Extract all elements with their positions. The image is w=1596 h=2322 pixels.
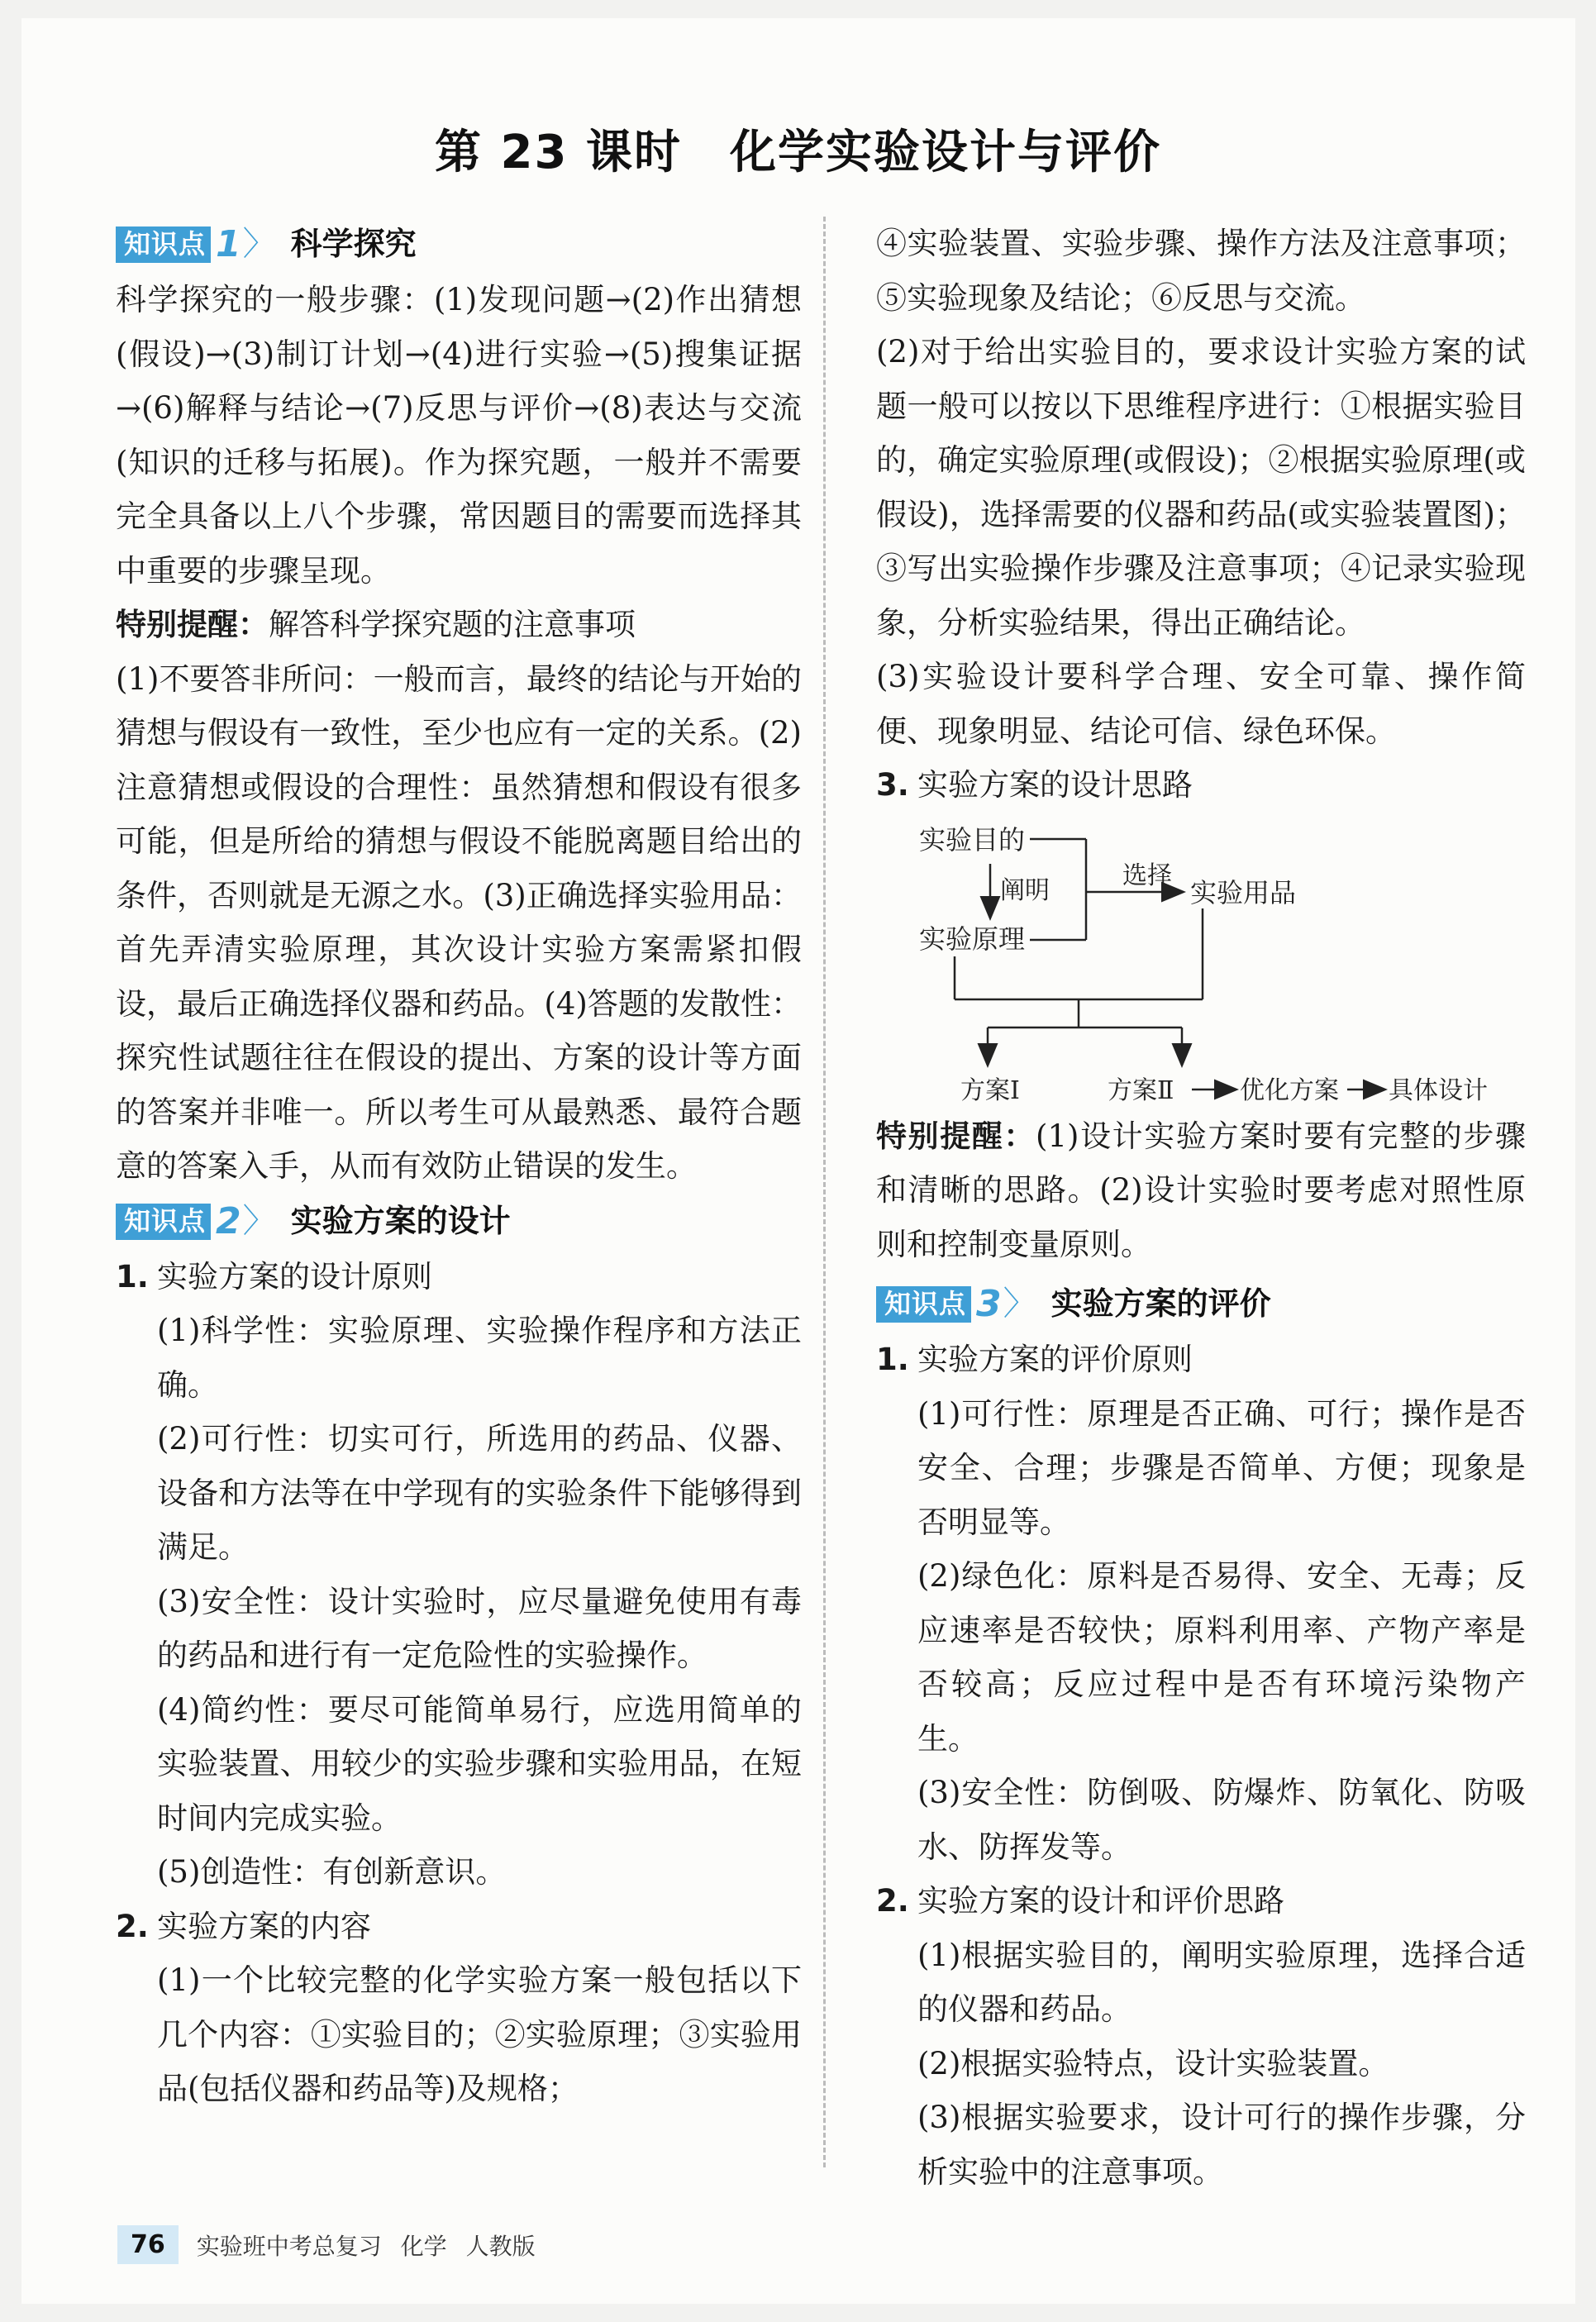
list-item: (3)安全性：设计实验时，应尽量避免使用有毒的药品和进行有一定危险性的实验操作。 [157,1583,802,1673]
list-item: (3)根据实验要求，设计可行的操作步骤，分析实验中的注意事项。 [917,2100,1526,2190]
list-item: (5)创造性：有创新意识。 [157,1854,507,1890]
footer-book: 实验班中考总复习 [196,2232,382,2260]
special-note-label: 特别提醒： [876,1118,1036,1154]
section-number: 1. [876,1342,909,1377]
chevron-right-icon: 〉 [242,225,276,264]
special-note [116,598,802,652]
flow-diagram-svg [876,816,1526,1109]
plan1-label: 方案Ⅰ [960,1075,1020,1105]
supplies-label: 实验用品 [1190,876,1297,908]
list-item: (2)绿色化：原料是否易得、安全、无毒；反应速率是否较快；原料利用率、产物产率是否较高；反应过程中是否有环境污染物产生。 [917,1558,1526,1757]
clarify-label: 阐明 [1000,875,1050,905]
special-note [876,1109,1526,1272]
concrete-label: 具体设计 [1389,1075,1488,1105]
knowledge-point-tag: 知识点 [876,1286,971,1323]
knowledge-point-title: 实验方案的评价 [1051,1285,1271,1323]
list-item: (1)可行性：原理是否正确、可行；操作是否安全、合理；步骤是否简单、方便；现象是否明显等。 [917,1395,1526,1540]
special-note-label: 特别提醒： [116,607,269,642]
select-label: 选择 [1122,861,1172,890]
list-item: (2)对于给出实验目的，要求设计实验方案的试题一般可以按以下思维程序进行：①根据实验目的，确定实验原理(或假设)；②根据实验原理(或假设)，选择需要的仪器和药品(或实验装置图)；③写出实验操作步骤及注意事项；④记录实验现象，分析实验结果，得出正确结论。 [876,334,1526,641]
right-column-content [876,217,1526,2199]
principle-label: 实验原理 [919,923,1026,955]
inquiry-notes-paragraph: (1)不要答非所问：一般而言，最终的结论与开始的猜想与假设有一致性，至少也应有一定的关系。(2)注意猜想或假设的合理性：虽然猜想和假设有很多可能，但是所给的猜想与假设不能脱离题目给出的条件，否则就是无源之水。(3)正确选择实验用品：首先弄清实验原理，其次设计实验方案需紧扣假设，最后正确选择仪器和药品。(4)答题的发散性：探究性试题往往在假设的提出、方案的设计等方面的答案并非唯一。所以考生可从最熟悉、最符合题意的答案入手，从而有效防止错误的发生。 [116,660,802,1184]
section-heading [876,758,1526,813]
continued-text: ④实验装置、实验步骤、操作方法及注意事项；⑤实验现象及结论；⑥反思与交流。 [876,226,1526,316]
special-note-text: 解答科学探究题的注意事项 [269,607,636,642]
section-heading [876,1333,1526,1387]
chevron-right-icon: 〉 [1003,1285,1036,1323]
design-flow-diagram [876,816,1526,1109]
section-heading [116,1900,802,1954]
list-item: (1)一个比较完整的化学实验方案一般包括以下几个内容：①实验目的；②实验原理；③实验用品(包括仪器和药品等)及规格； [157,1962,802,2106]
knowledge-point-1-header [116,218,802,271]
section-title: 实验方案的设计和评价思路 [917,1883,1284,1919]
list-item: (4)简约性：要尽可能简单易行，应选用简单的实验装置、用较少的实验步骤和实验用品，在短时间内完成实验。 [157,1691,802,1836]
footer-edition: 人教版 [465,2232,536,2260]
section-heading [116,1250,802,1304]
section-heading [876,1874,1526,1929]
section-number: 3. [876,767,909,803]
column-divider [823,217,826,2167]
list-item: (2)根据实验特点，设计实验装置。 [917,2045,1389,2081]
knowledge-point-tag: 知识点 [116,226,211,263]
list-item: (3)实验设计要科学合理、安全可靠、操作简便、现象明显、结论可信、绿色环保。 [876,659,1526,749]
special-note-text: (1)设计实验方案时要有完整的步骤和清晰的思路。(2)设计实验时要考虑对照性原则和控制变量原则。 [876,1118,1526,1262]
section-title: 实验方案的评价原则 [917,1342,1193,1377]
knowledge-point-number: 1 [216,223,241,266]
knowledge-point-number: 2 [216,1199,241,1242]
knowledge-point-tag: 知识点 [116,1204,211,1240]
footer-subject: 化学 [400,2232,447,2260]
goal-label: 实验目的 [919,823,1026,856]
page-number: 76 [117,2225,179,2264]
knowledge-point-2-header [116,1195,802,1248]
list-item: (1)科学性：实验原理、实验操作程序和方法正确。 [157,1313,802,1403]
list-item-continued [876,217,1526,325]
knowledge-point-3-header [876,1278,1526,1331]
optimize-label: 优化方案 [1240,1075,1339,1105]
left-column [116,217,802,2116]
knowledge-point-number: 3 [976,1283,1002,1326]
inquiry-steps-paragraph: 科学探究的一般步骤：(1)发现问题→(2)作出猜想(假设)→(3)制订计划→(4)进行实验→(5)搜集证据→(6)解释与结论→(7)反思与评价→(8)表达与交流(知识的迁移与拓展)。作为探究题，一般并不需要完全具备以上八个步骤，常因题目的需要而选择其中重要的步骤呈现。 [116,282,802,589]
section-title: 实验方案的设计原则 [157,1258,432,1295]
list-item: (1)根据实验目的，阐明实验原理，选择合适的仪器和药品。 [917,1937,1526,2027]
list-item: (3)安全性：防倒吸、防爆炸、防氧化、防吸水、防挥发等。 [917,1775,1526,1865]
section-title: 实验方案的设计思路 [917,767,1193,803]
page-title: 第 23 课时 化学实验设计与评价 [435,126,1161,179]
section-number: 2. [116,1908,149,1944]
footer-book-info [197,2229,536,2262]
plan2-label: 方案Ⅱ [1108,1075,1174,1105]
section-number: 2. [876,1883,909,1919]
knowledge-point-title: 科学探究 [290,226,417,263]
list-item: (2)可行性：切实可行，所选用的药品、仪器、设备和方法等在中学现有的实验条件下能够得到满足。 [157,1421,802,1565]
section-number: 1. [116,1258,149,1295]
page-footer [117,2225,536,2264]
knowledge-point-title: 实验方案的设计 [290,1202,511,1239]
section-title: 实验方案的内容 [157,1908,371,1944]
chevron-right-icon: 〉 [242,1201,276,1240]
